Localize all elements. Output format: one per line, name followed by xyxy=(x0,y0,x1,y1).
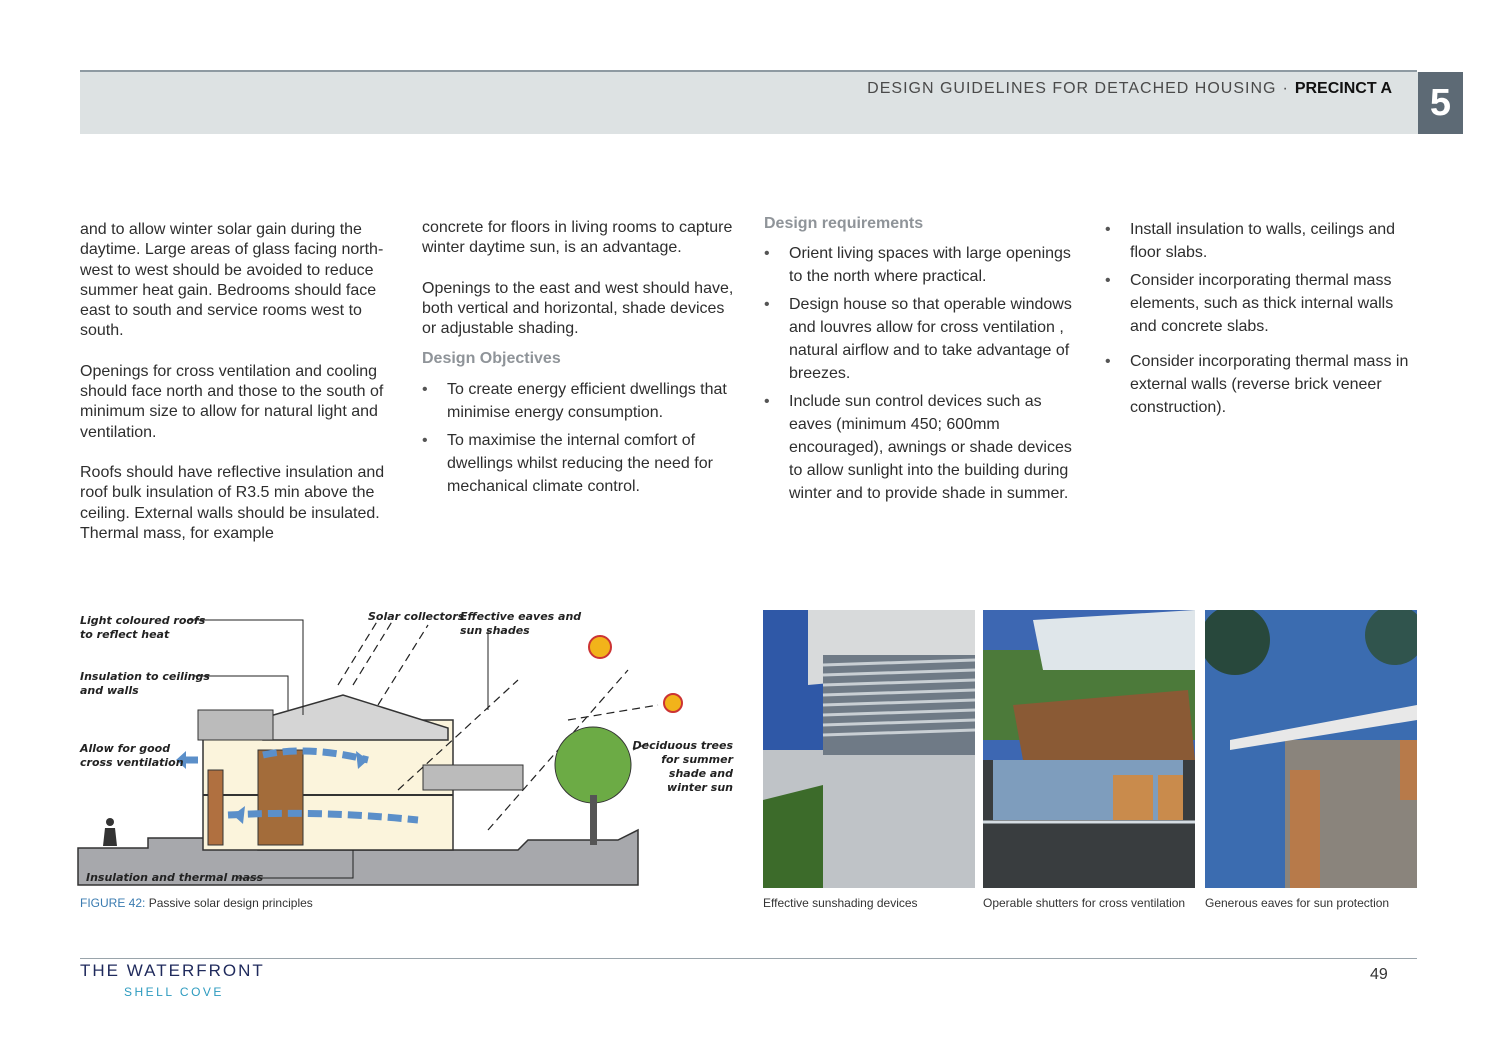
footer-brand: THE WATERFRONT xyxy=(80,961,265,980)
list-item: • To maximise the internal comfort of dwellings whilst reducing the need for mechanical climate control. xyxy=(422,429,740,498)
requirements-list xyxy=(764,242,1082,505)
photo-sunshading xyxy=(763,610,975,888)
paragraph: Openings for cross ventilation and cooling should face north and those to the south of minimum size to allow for natural light and ventilation. xyxy=(80,362,384,441)
design-requirements-heading: Design requirements xyxy=(764,215,924,232)
person-icon xyxy=(106,818,114,826)
paragraph: concrete for floors in living rooms to capture winter daytime sun, is an advantage. xyxy=(422,219,733,257)
header-title xyxy=(867,80,1392,98)
photo-operable-shutters xyxy=(983,610,1195,888)
footer-sub-brand: SHELL COVE xyxy=(124,985,224,999)
list-item: • Orient living spaces with large openings to the north where practical. xyxy=(764,242,1082,288)
label-ventilation: cross ventilation xyxy=(80,756,184,769)
requirements-list-continued xyxy=(1105,218,1423,419)
text-column-3 xyxy=(764,214,1082,510)
list-item: • To create energy efficient dwellings that minimise energy consumption. xyxy=(422,378,740,424)
left-roof xyxy=(198,710,273,740)
label-insulation: Insulation to ceilings xyxy=(80,670,210,683)
photo-caption: Effective sunshading devices xyxy=(763,896,918,910)
label-trees: for summer xyxy=(661,753,733,766)
label-solar-collectors: Solar collectors xyxy=(368,610,465,623)
header-title-text: DESIGN GUIDELINES FOR DETACHED HOUSING xyxy=(867,80,1277,97)
label-eaves: Effective eaves and xyxy=(460,610,582,623)
footer-rule xyxy=(80,958,1417,959)
design-objectives-heading: Design Objectives xyxy=(422,350,561,368)
figure-caption xyxy=(80,896,313,910)
figure-caption-text: Passive solar design principles xyxy=(148,896,313,910)
list-item: • Consider incorporating thermal mass in external walls (reverse brick veneer construction). xyxy=(1105,350,1423,419)
list-item: • Install insulation to walls, ceilings and floor slabs. xyxy=(1105,218,1423,264)
page-number: 49 xyxy=(1370,966,1388,983)
label-ventilation: Allow for good xyxy=(80,742,171,755)
label-roofs: to reflect heat xyxy=(80,628,170,641)
photo-caption: Operable shutters for cross ventilation xyxy=(983,896,1186,910)
list-item: • Design house so that operable windows and louvres allow for cross ventilation , natural airflow and to take advantage of breezes. xyxy=(764,293,1082,385)
text-column-1 xyxy=(80,220,390,564)
paragraph: and to allow winter solar gain during the daytime. Large areas of glass facing north-west to west should be avoided to reduce summer heat gain. Bedrooms should face east to south and service rooms west to south. xyxy=(80,221,384,340)
paragraph: Openings to the east and west should have, both vertical and horizontal, shade devices or adjustable shading. xyxy=(422,279,734,338)
text-column-2 xyxy=(422,218,740,503)
label-trees: shade and xyxy=(668,767,733,780)
list-item: • Consider incorporating thermal mass elements, such as thick internal walls and concrete slabs. xyxy=(1105,269,1423,338)
person-body xyxy=(103,828,117,846)
text-column-4 xyxy=(1105,218,1423,424)
photo-generous-eaves xyxy=(1205,610,1417,888)
right-roof xyxy=(423,765,523,790)
label-insulation: and walls xyxy=(80,684,139,697)
main-roof xyxy=(263,695,448,740)
photo-caption: Generous eaves for sun protection xyxy=(1205,896,1390,910)
label-eaves: sun shades xyxy=(460,624,530,637)
label-roofs: Light coloured roofs xyxy=(80,614,206,627)
objectives-list xyxy=(422,378,740,498)
deciduous-tree xyxy=(555,727,631,803)
chapter-number: 5 xyxy=(1418,72,1463,134)
paragraph: Roofs should have reflective insulation and roof bulk insulation of R3.5 min above the ceiling. External walls should be insulated. Thermal mass, for example xyxy=(80,463,385,542)
sun-icon xyxy=(589,636,611,658)
header-precinct: PRECINCT A xyxy=(1294,80,1392,97)
list-item: • Include sun control devices such as eaves (minimum 450; 600mm encouraged), awnings or shade devices to allow sunlight into the building during winter and to provide shade in summer. xyxy=(764,390,1082,505)
thermal-wall xyxy=(258,750,303,845)
header-separator: · xyxy=(1282,80,1289,97)
label-trees: winter sun xyxy=(667,781,733,794)
label-trees: Deciduous trees xyxy=(632,739,733,752)
label-thermal-mass: Insulation and thermal mass xyxy=(86,871,264,884)
passive-solar-diagram xyxy=(48,600,748,895)
sun-icon xyxy=(664,694,682,712)
figure-number: FIGURE 42: xyxy=(80,896,146,910)
